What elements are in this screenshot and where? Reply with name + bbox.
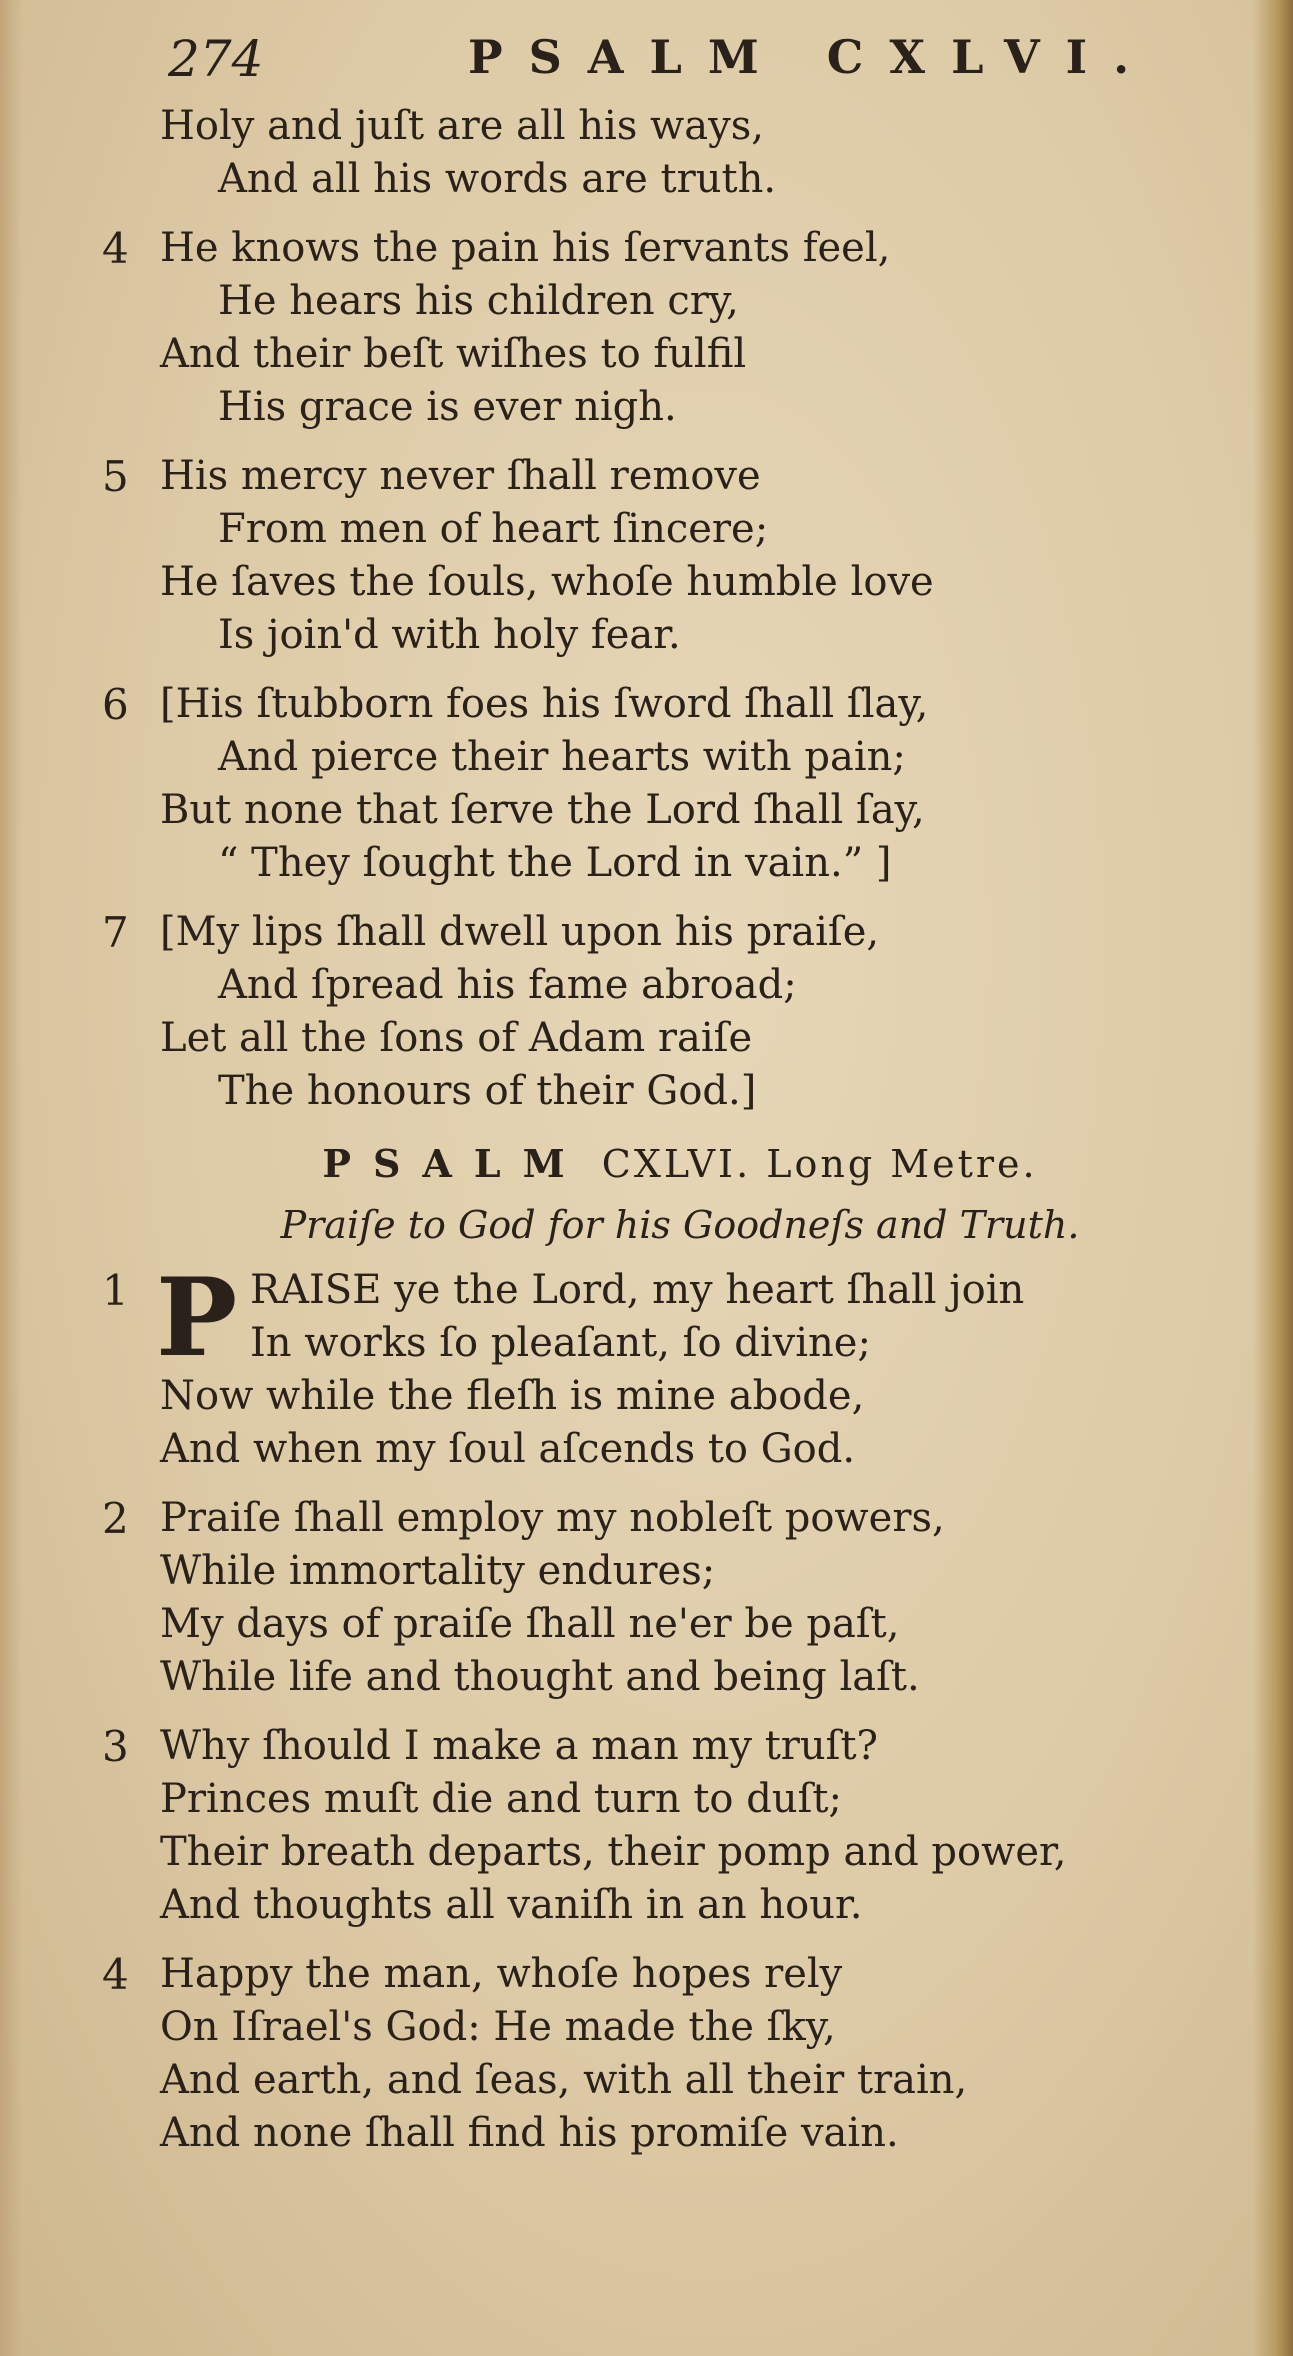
drop-cap: P <box>156 1255 238 1381</box>
verse-line: While life and thought and being laſt. <box>160 1654 920 1700</box>
verse-number: 3 <box>102 1722 129 1771</box>
verse-number: 1 <box>102 1266 129 1315</box>
page-number: 274 <box>168 30 264 88</box>
verse-line: “ They ſought the Lord in vain.” ] <box>218 840 892 886</box>
stanza-5 <box>102 450 1200 662</box>
stanza-3 <box>102 1720 1200 1932</box>
verse-line: Is join'd with holy fear. <box>218 612 681 658</box>
psalm-heading <box>160 1134 1200 1194</box>
verse-line: Now while the fleſh is mine abode, <box>160 1373 865 1419</box>
verse-line: Princes muſt die and turn to duſt; <box>160 1776 842 1822</box>
page-header <box>168 30 1168 100</box>
verse-line: And none ſhall find his promiſe vain. <box>160 2110 899 2156</box>
psalm-heading-rest: CXLVI. Long Metre. <box>601 1142 1038 1186</box>
verse-line: Happy the man, whoſe hopes rely <box>160 1951 843 1997</box>
verse-number: 7 <box>102 908 129 957</box>
page-text <box>102 100 1200 2176</box>
verse-line: Praiſe ſhall employ my nobleſt powers, <box>160 1495 945 1541</box>
stanza-4-second-psalm <box>102 1948 1200 2160</box>
verse-line: And ſpread his fame abroad; <box>218 962 797 1008</box>
stanza-6 <box>102 678 1200 890</box>
verse-line: He knows the pain his ſervants feel, <box>160 225 891 271</box>
verse-line: And when my ſoul aſcends to God. <box>160 1426 856 1472</box>
verse-line: From men of heart ſincere; <box>218 506 769 552</box>
page-left-edge-shadow <box>0 0 22 2356</box>
verse-number: 2 <box>102 1494 129 1543</box>
verse-line: And thoughts all vaniſh in an hour. <box>160 1882 863 1928</box>
stanza-2 <box>102 1492 1200 1704</box>
verse-number: 6 <box>102 680 129 729</box>
verse-line: Holy and juſt are all his ways, <box>160 103 764 149</box>
stanza-7 <box>102 906 1200 1118</box>
stanza-4 <box>102 222 1200 434</box>
verse-line: But none that ſerve the Lord ſhall ſay, <box>160 787 925 833</box>
verse-line: The honours of their God.] <box>218 1068 757 1114</box>
verse-line: While immortality endures; <box>160 1548 716 1594</box>
verse-line: His grace is ever nigh. <box>218 384 677 430</box>
intro-stanza <box>160 100 1200 206</box>
verse-line: RAISE ye the Lord, my heart ſhall join <box>250 1267 1025 1313</box>
verse-line: Their breath departs, their pomp and power, <box>160 1829 1067 1875</box>
psalm-subtitle: Praiſe to God for his Goodneſs and Truth. <box>280 1203 1080 1247</box>
verse-line: He hears his children cry, <box>218 278 739 324</box>
verse-line: And pierce their hearts with pain; <box>218 734 906 780</box>
verse-line: And their beſt wiſhes to fulfil <box>160 331 747 377</box>
verse-line: On Iſrael's God: He made the ſky, <box>160 2004 836 2050</box>
psalm-heading-caps: PSALM <box>322 1141 587 1186</box>
verse-number: 4 <box>102 224 129 273</box>
verse-line: [My lips ſhall dwell upon his praiſe, <box>160 909 880 955</box>
verse-number: 4 <box>102 1950 129 1999</box>
page-right-edge-shadow <box>1253 0 1293 2356</box>
verse-line: And all his words are truth. <box>218 156 777 202</box>
verse-line: [His ſtubborn foes his ſword ſhall ſlay, <box>160 681 929 727</box>
verse-line: He ſaves the ſouls, whoſe humble love <box>160 559 934 605</box>
verse-line: Why ſhould I make a man my truſt? <box>160 1723 878 1769</box>
verse-line: His mercy never ſhall remove <box>160 453 761 499</box>
verse-line: And earth, and ſeas, with all their train, <box>160 2057 968 2103</box>
verse-number: 5 <box>102 452 129 501</box>
verse-line: Let all the ſons of Adam raiſe <box>160 1015 753 1061</box>
running-head: PSALM CXLVI. <box>468 30 1156 84</box>
verse-line: In works ſo pleaſant, ſo divine; <box>250 1320 871 1366</box>
stanza-1 <box>102 1255 1200 1476</box>
verse-line: My days of praiſe ſhall ne'er be paſt, <box>160 1601 900 1647</box>
